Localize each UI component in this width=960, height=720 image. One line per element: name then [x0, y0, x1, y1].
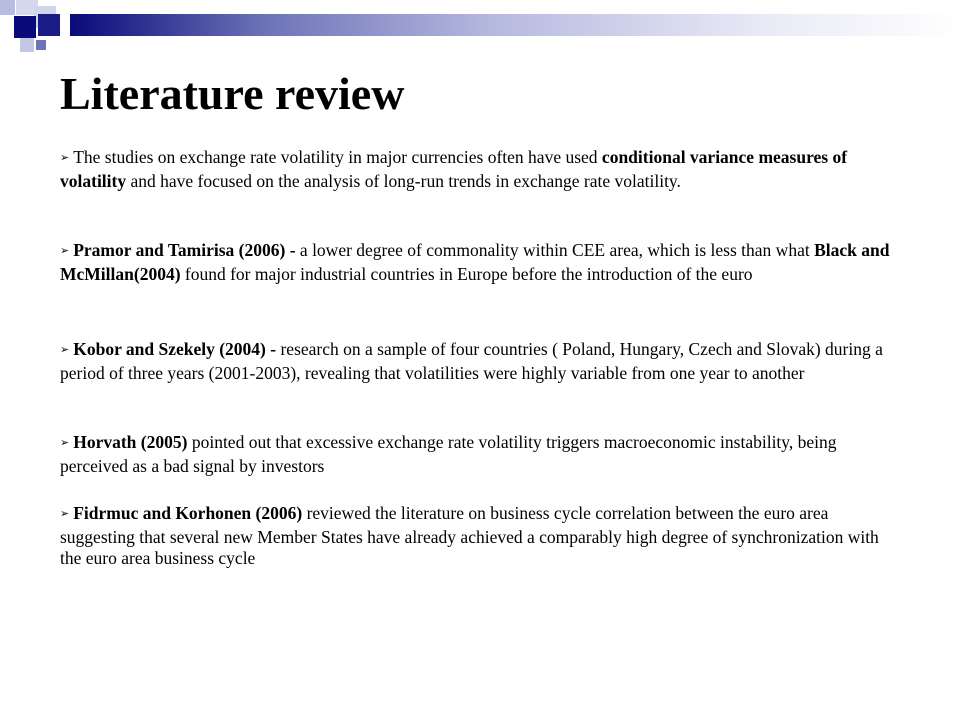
body-text: found for major industrial countries in Europe before the introduction of the euro: [180, 264, 753, 284]
body-text: a lower degree of commonality within CEE area, which is less than what: [299, 240, 815, 260]
body-text: The studies on exchange rate volatility in major currencies often have used: [73, 147, 602, 167]
header-gradient-band: [70, 14, 960, 36]
arrow-bullet-icon: ➢: [60, 245, 70, 257]
bold-text: conditional variance measures of volatility: [60, 147, 848, 191]
bullet-list: [60, 147, 890, 568]
header-decoration: [0, 0, 960, 50]
arrow-bullet-icon: ➢: [60, 344, 70, 356]
decor-square: [14, 16, 36, 38]
body-text: reviewed the literature on business cycle correlation between the euro area suggesting that several new Member States have already achieved a comparably high degree of synchronization with the euro area business cycle: [60, 503, 879, 568]
slide-title: Literature review: [60, 68, 405, 119]
decor-square: [36, 40, 46, 50]
arrow-bullet-icon: ➢: [60, 508, 70, 520]
body-text: and have focused on the analysis of long-run trends in exchange rate volatility.: [126, 171, 681, 191]
body-text: pointed out that excessive exchange rate volatility triggers macroeconomic instability, being perceived as a bad signal by investors: [60, 432, 837, 476]
bullet-item: [60, 503, 890, 569]
decor-square: [0, 0, 15, 15]
bullet-item: [60, 240, 890, 285]
decor-square: [38, 14, 60, 36]
bold-text: Pramor and Tamirisa (2006) -: [73, 240, 300, 260]
bold-text: Kobor and Szekely (2004) -: [73, 339, 281, 359]
arrow-bullet-icon: ➢: [60, 437, 70, 449]
bold-text: Horvath (2005): [73, 432, 188, 452]
arrow-bullet-icon: ➢: [60, 152, 70, 164]
bullet-item: [60, 432, 890, 477]
bold-text: Fidrmuc and Korhonen (2006): [73, 503, 303, 523]
body-text: research on a sample of four countries ( Poland, Hungary, Czech and Slovak) during a period of three years (2001-2003), revealing that volatilities were highly variable from one year to another: [60, 339, 883, 383]
bullet-item: [60, 339, 890, 384]
decor-square: [20, 38, 34, 52]
bold-text: Black and McMillan(2004): [60, 240, 890, 284]
bullet-item: [60, 147, 890, 192]
